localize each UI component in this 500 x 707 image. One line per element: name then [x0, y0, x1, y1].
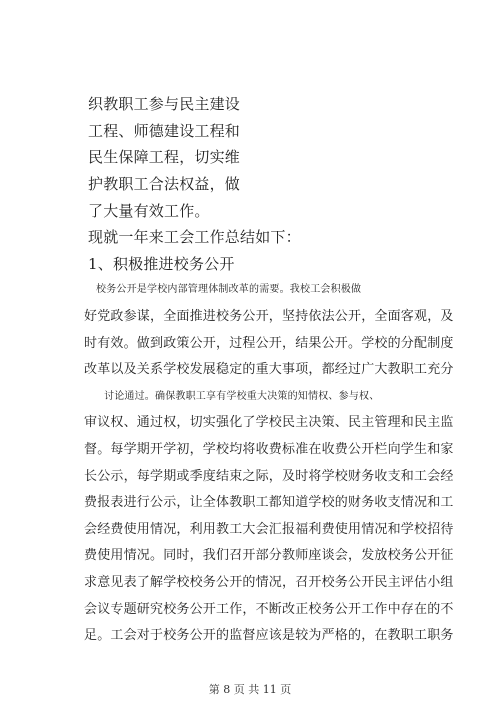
- text-line: 了大量有效工作。: [88, 202, 210, 220]
- paragraph-line: 时有效。做到政策公开，过程公开，结果公开。学校的分配制度: [84, 336, 454, 351]
- text-line: 护教职工合法权益，做: [88, 175, 241, 193]
- paragraph-line: 费使用情况。同时，我们召开部分教师座谈会，发放校务公开征: [84, 548, 454, 563]
- text-line: 民生保障工程，切实维: [88, 148, 241, 166]
- text-line: 工程、师德建设工程和: [88, 122, 241, 140]
- paragraph-line: 改革以及关系学校发展稳定的重大事项，都经过广大教职工充分: [84, 362, 454, 377]
- text-line: 织教职工参与民主建设: [88, 95, 241, 113]
- section-heading: 1、积极推进校务公开: [88, 255, 235, 273]
- paragraph-line: 审议权、通过权，切实强化了学校民主决策、民主管理和民主监: [84, 415, 454, 430]
- paragraph-line: 校务公开是学校内部管理体制改革的需要。我校工会积极做: [96, 284, 362, 295]
- paragraph-line: 好党政参谋，全面推进校务公开，坚持依法公开，全面客观，及: [84, 309, 454, 324]
- paragraph-line: 求意见表了解学校校务公开的情况，召开校务公开民主评估小组: [84, 575, 454, 590]
- paragraph-line: 督。每学期开学初，学校均将收费标准在收费公开栏向学生和家: [84, 442, 454, 457]
- paragraph-line: 长公示，每学期或季度结束之际，及时将学校财务收支和工会经: [84, 469, 454, 484]
- paragraph-line: 费报表进行公示，让全体教职工都知道学校的财务收支情况和工: [84, 495, 454, 510]
- page-number-footer: 第 8 页 共 11 页: [208, 683, 292, 696]
- paragraph-line: 讨论通过。确保教职工享有学校重大决策的知情权、参与权、: [104, 391, 380, 402]
- text-line: 现就一年来工会工作总结如下：: [88, 228, 301, 246]
- paragraph-line: 足。工会对于校务公开的监督应该是较为严格的，在教职工职务: [84, 628, 454, 643]
- paragraph-line: 会经费使用情况，利用教工大会汇报福利费使用情况和学校招待: [84, 522, 454, 537]
- paragraph-line: 会议专题研究校务公开工作，不断改正校务公开工作中存在的不: [84, 602, 454, 617]
